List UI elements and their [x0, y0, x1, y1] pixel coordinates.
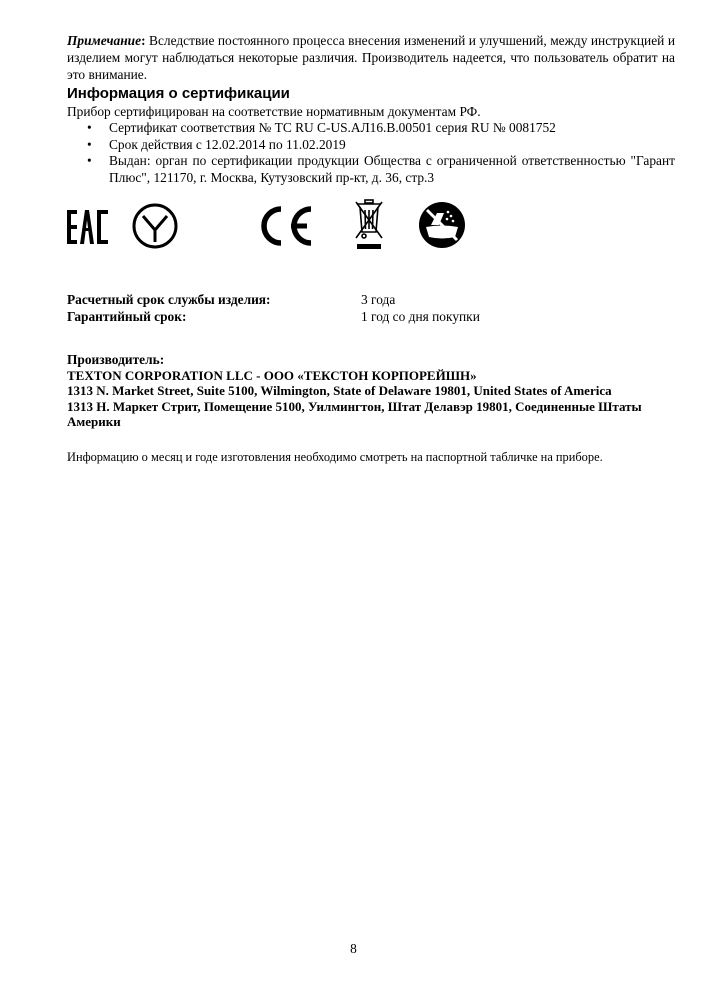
certification-intro: Прибор сертифицирован на соответствие нормативным документам РФ.: [67, 104, 481, 119]
weee-crossed-bin-icon: [353, 198, 385, 250]
certificate-validity: Срок действия с 12.02.2014 по 11.02.2019: [109, 136, 346, 152]
certificate-issuer: Выдан: орган по сертификации продукции Общества с ограниченной ответственностью "Гарант Плюс", 121170, г. Москва, Кутузовский пр-кт, д. 36, стр.3: [109, 153, 675, 185]
certification-marks: [67, 192, 675, 282]
note-colon: :: [141, 33, 146, 48]
list-item: [67, 153, 675, 186]
certification-list: [67, 120, 675, 186]
note-paragraph: [67, 32, 675, 83]
ce-mark-icon: [253, 205, 315, 247]
manufacturer-block: [67, 352, 675, 430]
bullet-icon: •: [87, 153, 92, 168]
bullet-icon: •: [87, 136, 92, 152]
no-water-immersion-icon: [417, 200, 467, 250]
certification-heading: Информация о сертификации: [67, 85, 290, 102]
bullet-icon: •: [87, 120, 92, 135]
ukrsepro-mark-icon: [131, 202, 179, 250]
lifetime-label: Расчетный срок службы изделия:: [67, 292, 271, 307]
document-page: [67, 32, 675, 465]
eac-mark-icon: [67, 206, 109, 248]
list-item: [67, 137, 675, 154]
warranty-value: 1 год со дня покупки: [361, 308, 480, 324]
service-info: [67, 292, 675, 325]
warranty-label: Гарантийный срок:: [67, 308, 187, 324]
note-label: Примечание: [67, 33, 142, 48]
production-info: Информацию о месяц и годе изготовления необходимо смотреть на паспортной табличке на приборе.: [67, 449, 603, 464]
lifetime-value: 3 года: [361, 292, 396, 307]
manufacturer-title: Производитель:: [67, 352, 165, 367]
manufacturer-address-en: 1313 N. Market Street, Suite 5100, Wilmington, State of Delaware 19801, United States of America: [67, 383, 612, 398]
note-text: Вследствие постоянного процесса внесения изменений и улучшений, между инструкцией и изделием могут наблюдаться некоторые различия. Производитель надеется, что пользователь обратит на это внимание.: [67, 33, 675, 82]
page-number: 8: [350, 941, 357, 956]
lifetime-row: [67, 292, 675, 309]
certificate-number: Сертификат соответствия № ТС RU С-US.АЛ16.В.00501 серия RU № 0081752: [109, 120, 556, 135]
manufacturer-name: TEXTON CORPORATION LLC - ООО «ТЕКСТОН КОРПОРЕЙШН»: [67, 367, 477, 383]
list-item: [67, 120, 675, 137]
manufacturer-address-ru: 1313 Н. Маркет Стрит, Помещение 5100, Уилмингтон, Штат Делавэр 19801, Соединенные Штаты Америки: [67, 398, 642, 429]
warranty-row: [67, 309, 675, 326]
